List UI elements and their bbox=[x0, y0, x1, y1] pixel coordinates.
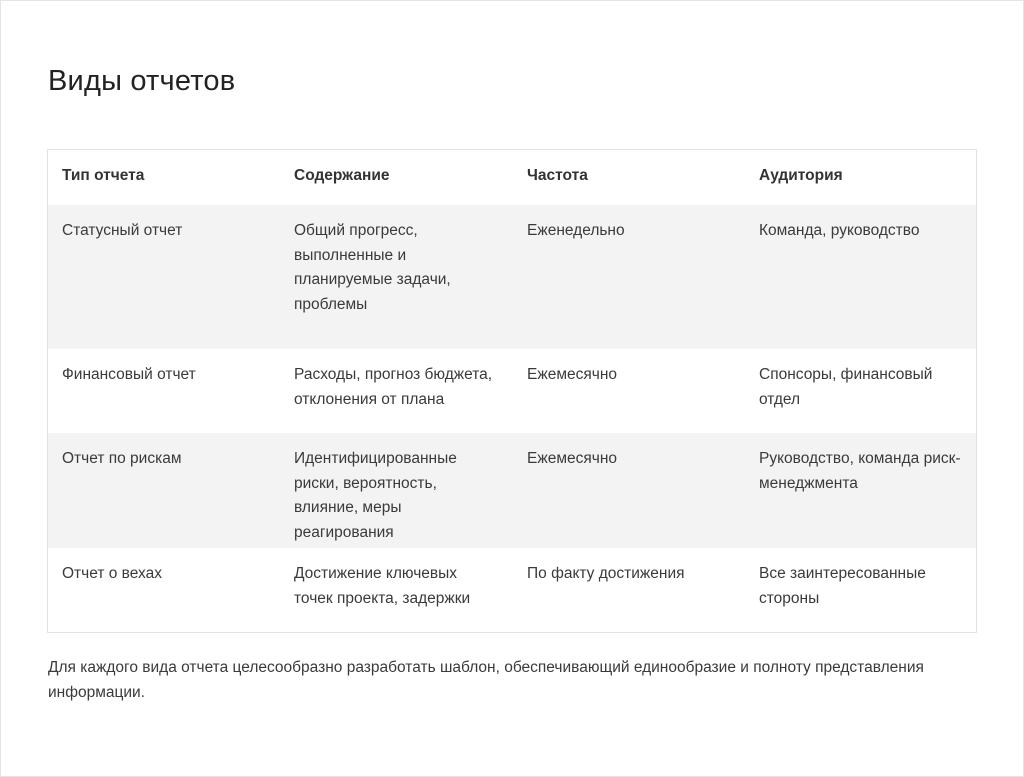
page-title: Виды отчетов bbox=[48, 65, 236, 97]
table-header-row bbox=[48, 150, 976, 205]
table-row bbox=[48, 433, 976, 548]
cell-content: Идентифицированные риски, вероятность, влияние, меры реагирования bbox=[280, 433, 513, 548]
cell-content: Достижение ключевых точек проекта, задержки bbox=[280, 548, 513, 632]
reports-table bbox=[48, 150, 976, 632]
cell-frequency: Еженедельно bbox=[513, 205, 745, 349]
cell-report-type: Статусный отчет bbox=[48, 205, 280, 349]
cell-frequency: Ежемесячно bbox=[513, 349, 745, 433]
reports-table-container bbox=[47, 149, 977, 633]
cell-frequency: По факту достижения bbox=[513, 548, 745, 632]
cell-audience: Команда, руководство bbox=[745, 205, 976, 349]
cell-content: Общий прогресс, выполненные и планируемые задачи, проблемы bbox=[280, 205, 513, 349]
table-row bbox=[48, 349, 976, 433]
table-row bbox=[48, 548, 976, 632]
cell-report-type: Финансовый отчет bbox=[48, 349, 280, 433]
table-row bbox=[48, 205, 976, 349]
footnote-text: Для каждого вида отчета целесообразно разработать шаблон, обеспечивающий единообразие и полноту представления информации. bbox=[48, 659, 924, 701]
header-audience: Аудитория bbox=[759, 167, 843, 184]
header-content: Содержание bbox=[294, 167, 390, 184]
cell-report-type: Отчет о вехах bbox=[48, 548, 280, 632]
cell-frequency: Ежемесячно bbox=[513, 433, 745, 548]
cell-audience: Все заинтересованные стороны bbox=[745, 548, 976, 632]
cell-audience: Руководство, команда риск-менеджмента bbox=[745, 433, 976, 548]
header-frequency: Частота bbox=[527, 167, 588, 184]
cell-report-type: Отчет по рискам bbox=[48, 433, 280, 548]
cell-audience: Спонсоры, финансовый отдел bbox=[745, 349, 976, 433]
header-report-type: Тип отчета bbox=[62, 167, 145, 184]
cell-content: Расходы, прогноз бюджета, отклонения от плана bbox=[280, 349, 513, 433]
